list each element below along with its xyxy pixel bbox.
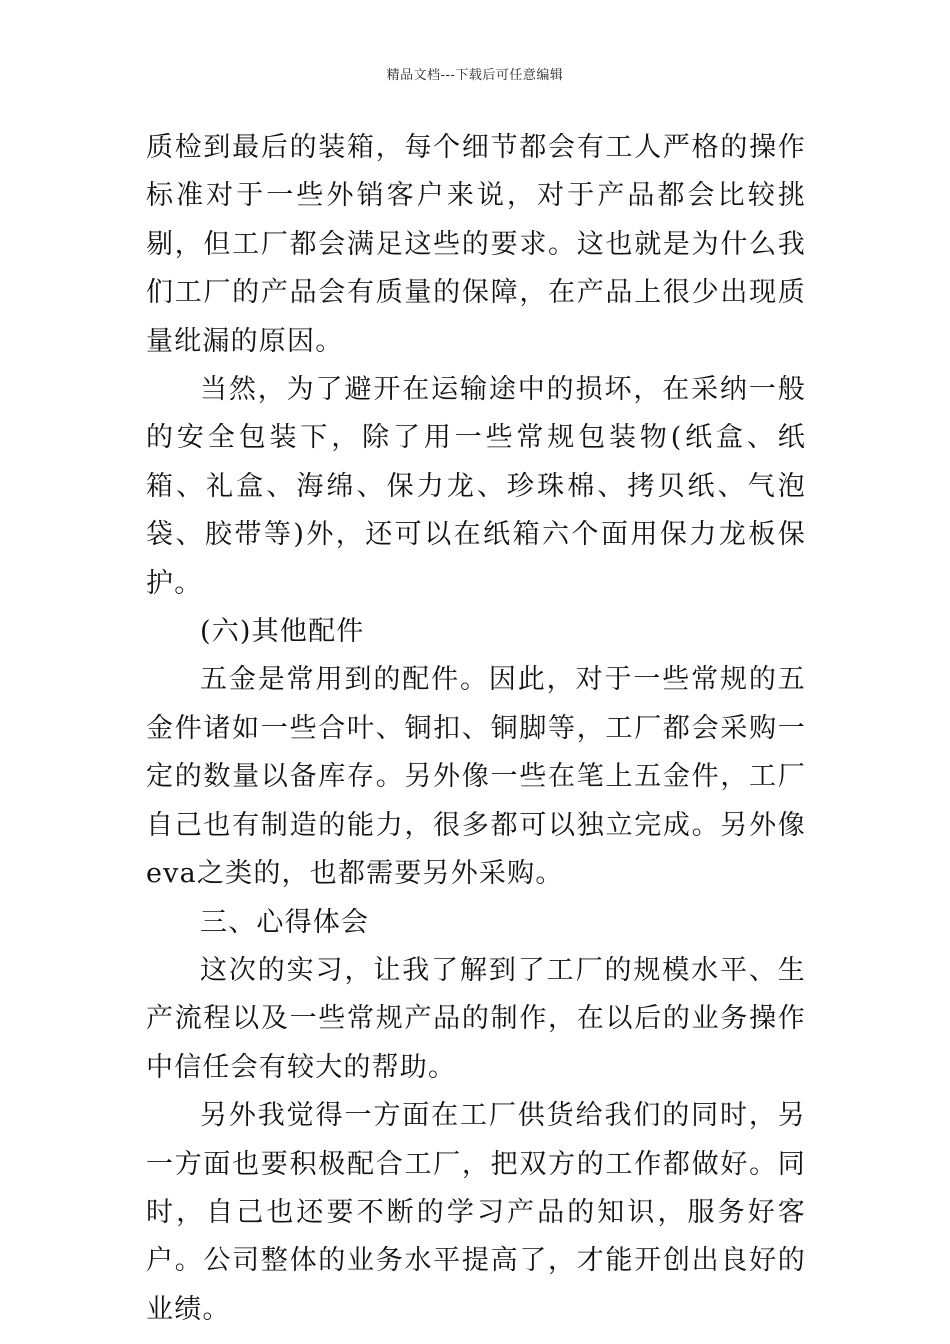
document-body [146,124,806,1334]
paragraph-cooperation: 另外我觉得一方面在工厂供货给我们的同时，另一方面也要积极配合工厂，把双方的工作都做好。同时，自己也还要不断的学习产品的知识，服务好客户。公司整体的业务水平提高了，才能开创出良好的业绩。 [146,1100,806,1325]
paragraph-hardware: 五金是常用到的配件。因此，对于一些常规的五金件诸如一些合叶、铜扣、铜脚等，工厂都会采购一定的数量以备库存。另外像一些在笔上五金件，工厂自己也有制造的能力，很多都可以独立完成。另外像eva之类的，也都需要另外采购。 [146,664,806,890]
paragraph-continuation: 质检到最后的装箱，每个细节都会有工人严格的操作标准对于一些外销客户来说，对于产品都会比较挑剔，但工厂都会满足这些的要求。这也就是为什么我们工厂的产品会有质量的保障，在产品上很少出现质量纰漏的原因。 [146,132,806,357]
paragraph-packaging: 当然，为了避开在运输途中的损坏，在采纳一般的安全包装下，除了用一些常规包装物(纸盒、纸箱、礼盒、海绵、保力龙、珍珠棉、拷贝纸、气泡袋、胶带等)外，还可以在纸箱六个面用保力龙板保护。 [146,374,806,599]
paragraph-internship: 这次的实习，让我了解到了工厂的规模水平、生产流程以及一些常规产品的制作，在以后的业务操作中信任会有较大的帮助。 [146,954,806,1083]
section-heading-reflections: 三、心得体会 [200,906,370,938]
section-heading-other-parts: (六)其他配件 [200,616,365,648]
page-header: 精品文档---下载后可任意编辑 [386,68,564,83]
